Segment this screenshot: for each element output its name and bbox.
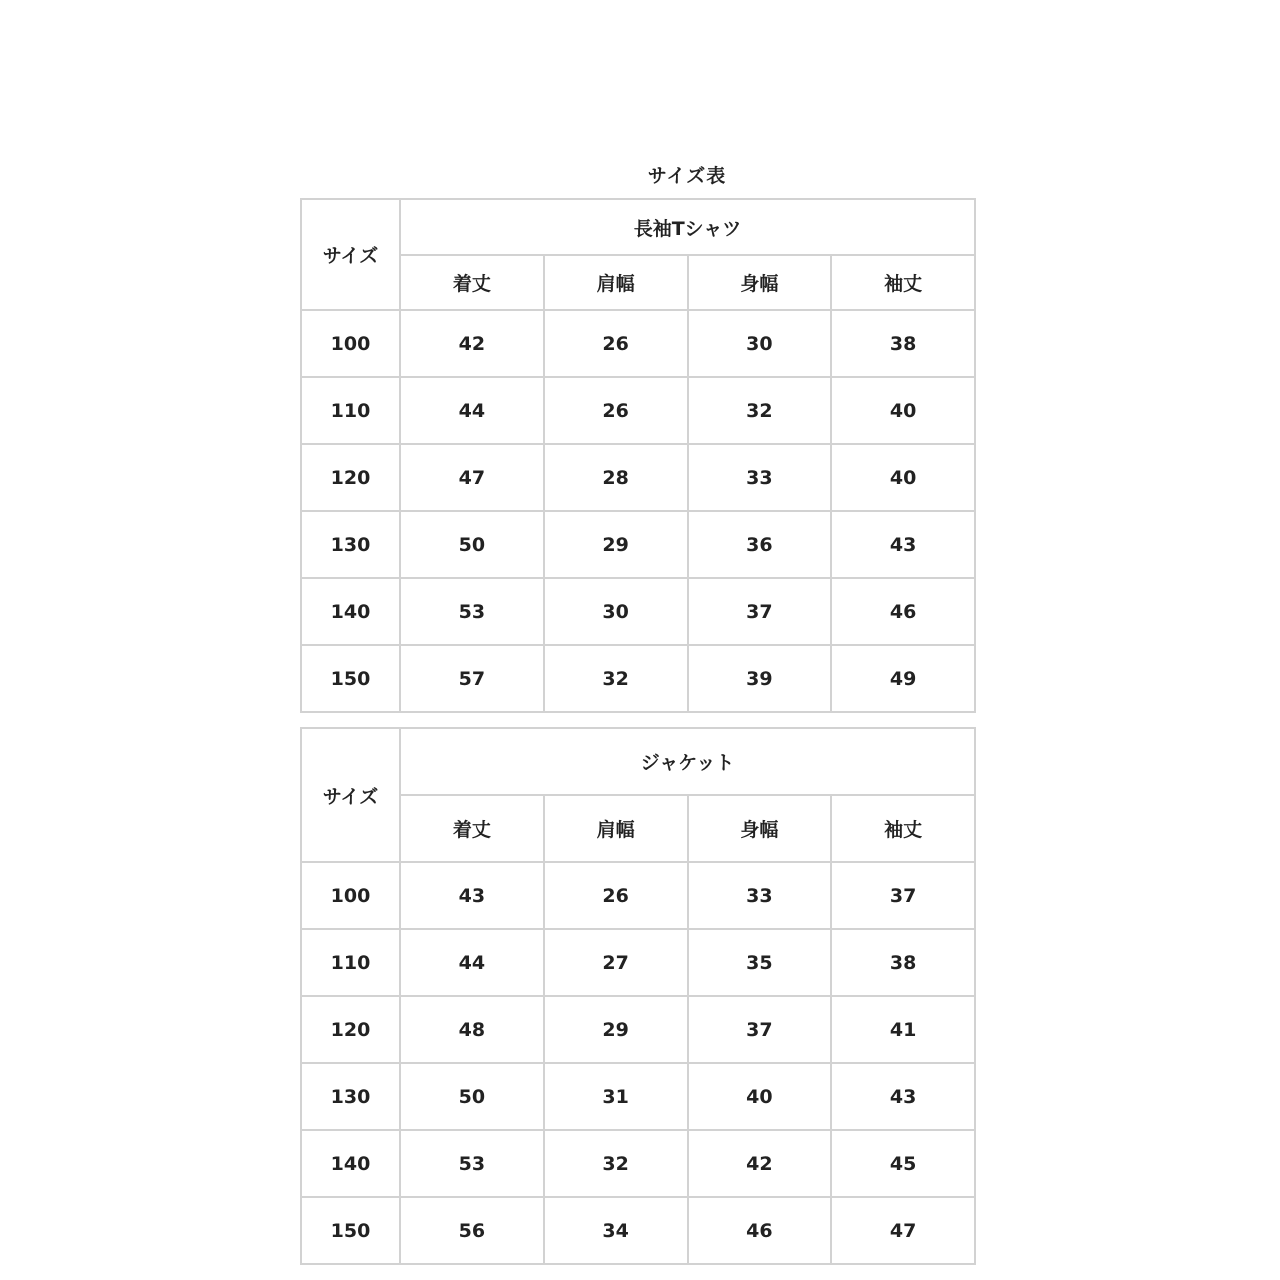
value-cell: 42 bbox=[688, 1130, 832, 1197]
size-cell: 130 bbox=[301, 511, 400, 578]
measure-header-cell: 身幅 bbox=[688, 255, 832, 310]
size-cell: 100 bbox=[301, 862, 400, 929]
value-cell: 38 bbox=[831, 310, 975, 377]
value-cell: 32 bbox=[688, 377, 832, 444]
measure-header-cell: 着丈 bbox=[400, 255, 544, 310]
size-cell: 150 bbox=[301, 645, 400, 712]
table-row bbox=[301, 996, 975, 1063]
value-cell: 43 bbox=[831, 1063, 975, 1130]
value-cell: 34 bbox=[544, 1197, 688, 1264]
measure-header-cell: 肩幅 bbox=[544, 795, 688, 862]
measure-header-cell: 着丈 bbox=[400, 795, 544, 862]
value-cell: 31 bbox=[544, 1063, 688, 1130]
value-cell: 44 bbox=[400, 929, 544, 996]
value-cell: 26 bbox=[544, 862, 688, 929]
value-cell: 30 bbox=[688, 310, 832, 377]
product-name-cell: 長袖Tシャツ bbox=[400, 199, 975, 255]
size-cell: 130 bbox=[301, 1063, 400, 1130]
value-cell: 29 bbox=[544, 996, 688, 1063]
table-row bbox=[301, 377, 975, 444]
table-row bbox=[301, 1130, 975, 1197]
value-cell: 44 bbox=[400, 377, 544, 444]
size-cell: 110 bbox=[301, 929, 400, 996]
size-cell: 110 bbox=[301, 377, 400, 444]
value-cell: 57 bbox=[400, 645, 544, 712]
table-row bbox=[301, 1063, 975, 1130]
value-cell: 53 bbox=[400, 578, 544, 645]
value-cell: 41 bbox=[831, 996, 975, 1063]
value-cell: 47 bbox=[831, 1197, 975, 1264]
table-header-row bbox=[301, 199, 975, 255]
value-cell: 37 bbox=[831, 862, 975, 929]
value-cell: 33 bbox=[688, 444, 832, 511]
value-cell: 40 bbox=[831, 444, 975, 511]
table-row bbox=[301, 578, 975, 645]
value-cell: 39 bbox=[688, 645, 832, 712]
value-cell: 42 bbox=[400, 310, 544, 377]
value-cell: 26 bbox=[544, 377, 688, 444]
table-row bbox=[301, 862, 975, 929]
value-cell: 53 bbox=[400, 1130, 544, 1197]
table-row bbox=[301, 645, 975, 712]
value-cell: 46 bbox=[688, 1197, 832, 1264]
size-table-tshirt bbox=[300, 198, 976, 713]
table-row bbox=[301, 511, 975, 578]
value-cell: 48 bbox=[400, 996, 544, 1063]
value-cell: 43 bbox=[400, 862, 544, 929]
value-cell: 32 bbox=[544, 1130, 688, 1197]
table-row bbox=[301, 444, 975, 511]
size-cell: 120 bbox=[301, 996, 400, 1063]
value-cell: 37 bbox=[688, 578, 832, 645]
value-cell: 43 bbox=[831, 511, 975, 578]
value-cell: 46 bbox=[831, 578, 975, 645]
value-cell: 45 bbox=[831, 1130, 975, 1197]
measure-header-cell: 身幅 bbox=[688, 795, 832, 862]
value-cell: 26 bbox=[544, 310, 688, 377]
measure-header-cell: 肩幅 bbox=[544, 255, 688, 310]
value-cell: 29 bbox=[544, 511, 688, 578]
measure-header-cell: 袖丈 bbox=[831, 255, 975, 310]
value-cell: 49 bbox=[831, 645, 975, 712]
measure-header-cell: 袖丈 bbox=[831, 795, 975, 862]
value-cell: 40 bbox=[831, 377, 975, 444]
value-cell: 30 bbox=[544, 578, 688, 645]
table-row bbox=[301, 929, 975, 996]
value-cell: 27 bbox=[544, 929, 688, 996]
value-cell: 50 bbox=[400, 511, 544, 578]
size-header-cell: サイズ bbox=[301, 199, 400, 310]
value-cell: 38 bbox=[831, 929, 975, 996]
value-cell: 47 bbox=[400, 444, 544, 511]
size-cell: 100 bbox=[301, 310, 400, 377]
size-cell: 120 bbox=[301, 444, 400, 511]
value-cell: 28 bbox=[544, 444, 688, 511]
size-cell: 150 bbox=[301, 1197, 400, 1264]
value-cell: 32 bbox=[544, 645, 688, 712]
measure-header-row bbox=[301, 795, 975, 862]
size-header-cell: サイズ bbox=[301, 728, 400, 862]
value-cell: 56 bbox=[400, 1197, 544, 1264]
table-row bbox=[301, 310, 975, 377]
value-cell: 37 bbox=[688, 996, 832, 1063]
size-cell: 140 bbox=[301, 578, 400, 645]
value-cell: 40 bbox=[688, 1063, 832, 1130]
table-row bbox=[301, 1197, 975, 1264]
measure-header-row bbox=[301, 255, 975, 310]
value-cell: 50 bbox=[400, 1063, 544, 1130]
table-header-row bbox=[301, 728, 975, 795]
page-title: サイズ表 bbox=[647, 165, 727, 187]
product-name-cell: ジャケット bbox=[400, 728, 975, 795]
value-cell: 33 bbox=[688, 862, 832, 929]
size-cell: 140 bbox=[301, 1130, 400, 1197]
size-table-jacket bbox=[300, 727, 976, 1265]
value-cell: 36 bbox=[688, 511, 832, 578]
value-cell: 35 bbox=[688, 929, 832, 996]
